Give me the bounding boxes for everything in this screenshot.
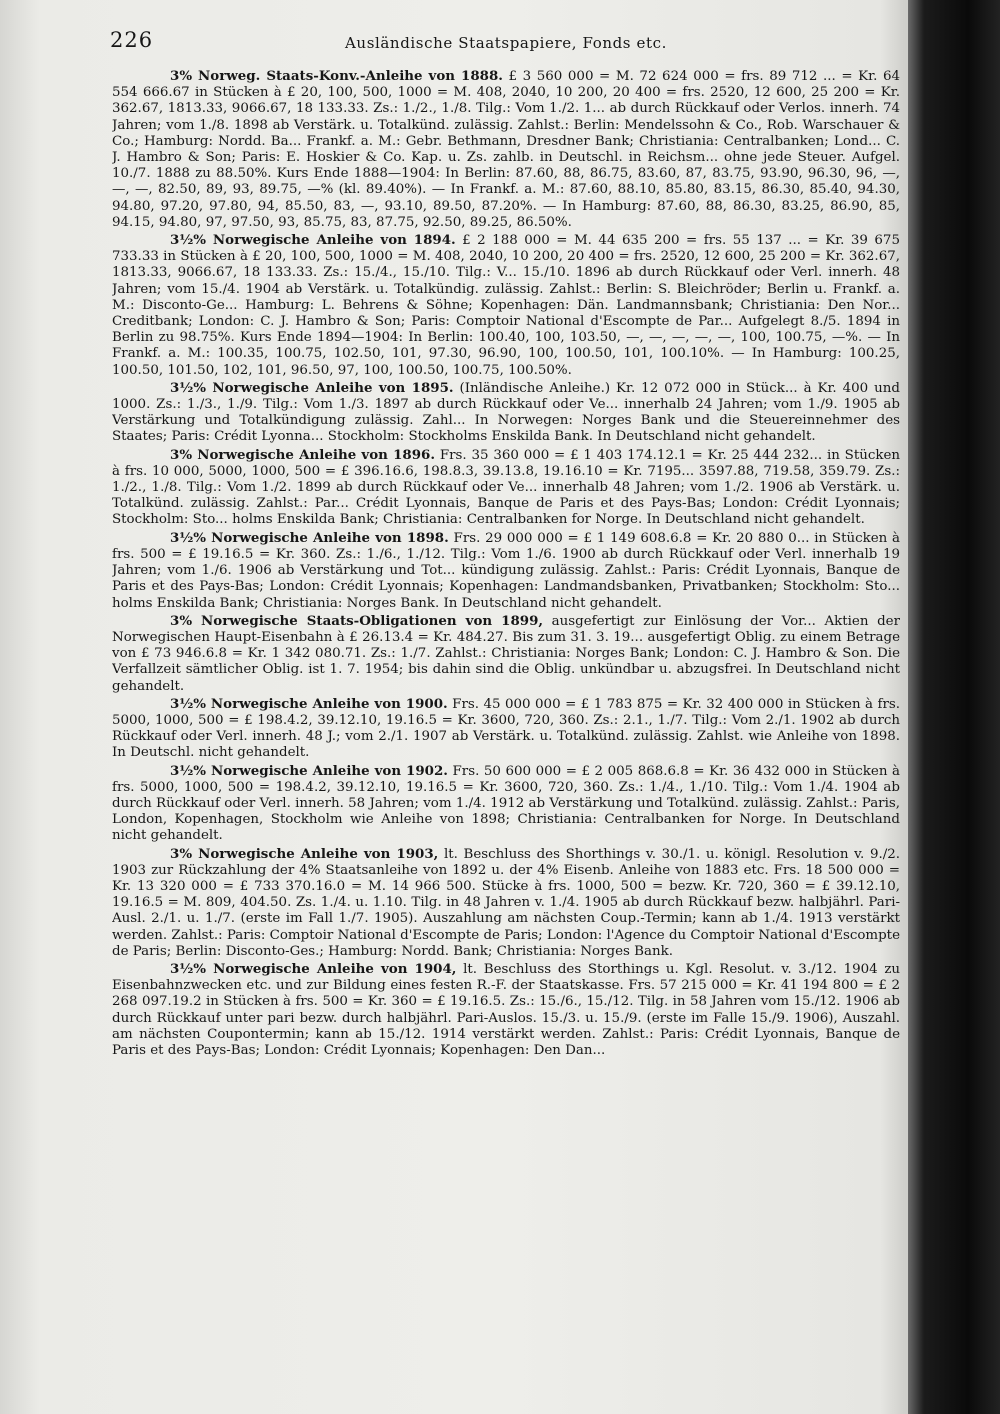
entry-text: £ 3 560 000 = M. 72 624 000 = frs. 89 712 ... = Kr. 64 554 666.67 in Stücken à £ 20, 100, 500, 1000 = M. 408, 2040, 10 200, 20 400 = frs. 2520, 12 600, 25 200 = Kr. 362.67, 1813.33, 9066.67, 18 133.33. Zs.: 1./2., 1./8. Tilg.: Vom 1./2. 1... ab durch Rückkauf oder Verlos. innerh. 74 Jahren; vom 1./8. 1898 ab Verstärk. u. Totalkünd. zulässig. Zahlst.: Berlin: Mendelssohn & Co., Rob. Warschauer & Co.; Hamburg: Nordd. Ba... Frankf. a. M.: Gebr. Bethmann, Dresdner Bank; Christiania: Centralbanken; Lond... C. J. Hambro & Son; Paris: E. Hoskier & Co. Kap. u. Zs. zahlb. in Deutschl. in Reichsm... ohne jede Steuer. Aufgel. 10./7. 1888 zu 88.50%. Kurs Ende 1888—1904: In Berlin: 87.60, 88, 86.75, 83.60, 87, 83.75, 93.90, 96.30, 96, —, —, —, 82.50, 89, 93, 89.75, —% (kl. 89.40%). — In Frankf. a. M.: 87.60, 88.10, 85.80, 83.15, 86.30, 85.40, 94.30, 94.80, 97.20, 97.80, 94, 85.50, 83, —, 93.10, 89.50, 87.20%. — In Hamburg: 87.60, 88, 86.30, 83.25, 86.90, 85, 94.15, 94.80, 97, 97.50, 93, 85.75, 83, 87.75, 92.50, 89.25, 86.50%. <box>112 69 900 230</box>
page-body <box>112 68 900 1408</box>
entry-1900 <box>112 696 900 762</box>
entry-title: 3% Norwegische Anleihe von 1903, <box>170 845 439 862</box>
entry-text: lt. Beschluss des Shorthings v. 30./1. u. königl. Resolution v. 9./2. 1903 zur Rückzahlung der 4% Staatsanleihe von 1892 u. der 4% Eisenb. Anleihe von 1883 etc. Frs. 18 500 000 = Kr. 13 320 000 = £ 733 370.16.0 = M. 14 966 500. Stücke à frs. 1000, 500 = bezw. Kr. 720, 360 = £ 39.12.10, 19.16.5 = M. 809, 404.50. Zs. 1./4. u. 1.10. Tilg. in 48 Jahren v. 1./4. 1905 ab durch Rückkauf bezw. halbjährl. Pari-Ausl. 2./1. u. 1./7. (erste im Fall 1./7. 1905). Auszahlung am nächsten Coup.-Termin; kann ab 1./4. 1913 verstärkt werden. Zahlst.: Paris: Comptoir National d'Escompte de Paris; London: l'Agence du Comptoir National d'Escompte de Paris; Berlin: Disconto-Ges.; Hamburg: Nordd. Bank; Christiania: Norges Bank. <box>112 846 900 959</box>
book-spine-shadow <box>908 0 1000 1414</box>
entry-title: 3½% Norwegische Anleihe von 1898. <box>170 529 449 546</box>
entry-text: (Inländische Anleihe.) Kr. 12 072 000 in Stück... à Kr. 400 und 1000. Zs.: 1./3., 1./9. Tilg.: Vom 1./3. 1897 ab durch Rückkauf oder Ve... innerhalb 24 Jahren; vom 1./9. 1905 ab Verstärkung und Totalkündigung zulässig. Zahl... In Norwegen: Norges Bank und die Steuereinnehmer des Staates; Paris: Crédit Lyonna... Stockholm: Stockholms Enskilda Bank. In Deutschland nicht gehandelt. <box>112 380 900 445</box>
entry-title: 3% Norwegische Staats-Obligationen von 1899, <box>170 612 544 629</box>
page-number: 226 <box>110 28 154 52</box>
entry-title: 3½% Norwegische Anleihe von 1894. <box>170 232 456 249</box>
entry-title: 3½% Norwegische Anleihe von 1904, <box>170 960 457 977</box>
entry-text: lt. Beschluss des Storthings u. Kgl. Resolut. v. 3./12. 1904 zu Eisenbahnzwecken etc. und zur Bildung eines festen R.-F. der Staatskasse. Frs. 57 215 000 = Kr. 41 194 800 = £ 2 268 097.19.2 in Stücken à frs. 500 = Kr. 360 = £ 19.16.5. Zs.: 15./6., 15./12. Tilg. in 58 Jahren vom 15./12. 1906 ab durch Rückkauf unter pari bezw. durch halbjährl. Pari-Auslos. 15./3. u. 15./9. (erste im Falle 15./9. 1906), Auszahl. am nächsten Coupontermin; kann ab 15./12. 1914 verstärkt werden. Zahlst.: Paris: Crédit Lyonnais, Banque de Paris et des Pays-Bas; London: Crédit Lyonnais; Kopenhagen: Den Dan... <box>112 961 900 1058</box>
entry-1903 <box>112 846 900 960</box>
entry-1902 <box>112 763 900 845</box>
entry-1899 <box>112 613 900 695</box>
entry-1904 <box>112 961 900 1059</box>
entry-text: Frs. 50 600 000 = £ 2 005 868.6.8 = Kr. 36 432 000 in Stücken à frs. 5000, 1000, 500 = 198.4.2, 39.12.10, 19.16.5 = Kr. 3600, 720, 360. Zs.: 1./4., 1./10. Tilg.: Vom 1./4. 1904 ab durch Rückkauf oder Verl. innerh. 58 Jahren; vom 1./4. 1912 ab Verstärkung und Totalkünd. zulässig. Zahlst.: Paris, London, Kopenhagen, Stockholm wie Anleihe von 1898; Christiania: Centralbanken for Norge. In Deutschland nicht gehandelt. <box>112 763 900 844</box>
entry-text: £ 2 188 000 = M. 44 635 200 = frs. 55 137 ... = Kr. 39 675 733.33 in Stücken à £ 20, 100, 500, 1000 = M. 408, 2040, 10 200, 20 400 = frs. 2520, 12 600, 25 200 = Kr. 362.67, 1813.33, 9066.67, 18 133.33. Zs.: 15./4., 15./10. Tilg.: V... 15./10. 1896 ab durch Rückkauf oder Verl. innerh. 48 Jahren; vom 15./4. 1904 ab Verstärk. u. Totalkündig. zulässig. Zahlst.: Berlin: S. Bleichröder; Berlin u. Frankf. a. M.: Disconto-Ge... Hamburg: L. Behrens & Söhne; Kopenhagen: Dän. Landmannsbank; Christiania: Den Nor... Creditbank; London: C. J. Hambro & Son; Paris: Comptoir National d'Escompte de Par... Aufgelegt 8./5. 1894 in Berlin zu 98.75%. Kurs Ende 1894—1904: In Berlin: 100.40, 100, 103.50, —, —, —, —, —, 100, 100.75, —%. — In Frankf. a. M.: 100.35, 100.75, 102.50, 101, 97.30, 96.90, 100, 100.50, 101, 100.10%. — In Hamburg: 100.25, 100.50, 101.50, 102, 101, 96.50, 97, 100, 100.50, 100.75, 100.50%. <box>112 233 900 378</box>
entry-title: 3½% Norwegische Anleihe von 1900. <box>170 695 448 712</box>
entry-text: Frs. 29 000 000 = £ 1 149 608.6.8 = Kr. 20 880 0... in Stücken à frs. 500 = £ 19.16.5 = Kr. 360. Zs.: 1./6., 1./12. Tilg.: Vom 1./6. 1900 ab durch Rückkauf oder Verl. innerhalb 19 Jahren; vom 1./6. 1906 ab Verstärkung und Tot... kündigung zulässig. Zahlst.: Paris: Crédit Lyonnais, Banque de Paris et des Pays-Bas; London: Crédit Lyonnais; Kopenhagen: Landmandsbanken, Privatbanken; Stockholm: Sto... holms Enskilda Bank; Christiania: Norges Bank. In Deutschland nicht gehandelt. <box>112 530 900 611</box>
entry-text: Frs. 35 360 000 = £ 1 403 174.12.1 = Kr. 25 444 232... in Stücken à frs. 10 000, 5000, 1000, 500 = £ 396.16.6, 198.8.3, 39.13.8, 19.16.10 = Kr. 7195... 3597.88, 719.58, 359.79. Zs.: 1./2., 1./8. Tilg.: Vom 1./2. 1899 ab durch Rückkauf oder Ve... innerhalb 48 Jahren; vom 1./2. 1906 ab Verstärk. u. Totalkünd. zulässig. Zahlst.: Par... Crédit Lyonnais, Banque de Paris et des Pays-Bas; London: Crédit Lyonnais; Stockholm: Sto... holms Enskilda Bank; Christiania: Centralbanken for Norge. In Deutschland nicht gehandelt. <box>112 447 900 528</box>
entry-text: Frs. 45 000 000 = £ 1 783 875 = Kr. 32 400 000 in Stücken à frs. 5000, 1000, 500 = £ 198.4.2, 39.12.10, 19.16.5 = Kr. 3600, 720, 360. Zs.: 2.1., 1./7. Tilg.: Vom 2./1. 1902 ab durch Rückkauf oder Verl. innerh. 48 J.; vom 2./1. 1907 ab Verstärk. u. Totalkünd. zulässig. Zahlst. wie Anleihe von 1898. In Deutschl. nicht gehandelt. <box>112 696 900 761</box>
entry-title: 3% Norweg. Staats-Konv.-Anleihe von 1888. <box>170 68 503 84</box>
entry-title: 3% Norwegische Anleihe von 1896. <box>170 446 436 463</box>
entry-1894 <box>112 232 900 379</box>
entry-1895 <box>112 380 900 446</box>
running-head: Ausländische Staatspapiere, Fonds etc. <box>345 34 667 52</box>
entry-text: ausgefertigt zur Einlösung der Vor... Aktien der Norwegischen Haupt-Eisenbahn à £ 26.13.4 = Kr. 484.27. Bis zum 31. 3. 19... ausgefertigt Oblig. zu einem Betrage von £ 73 946.6.8 = Kr. 1 342 080.71. Zs.: 1./7. Zahlst.: Christiania: Norges Bank; London: C. J. Hambro & Son. Die Verfallzeit sämtlicher Oblig. ist 1. 7. 1954; bis dahin sind die Oblig. unkündbar u. abzugsfrei. In Deutschland nicht gehandelt. <box>112 613 900 694</box>
entry-1888 <box>112 68 900 231</box>
entry-1898 <box>112 530 900 612</box>
entry-title: 3½% Norwegische Anleihe von 1895. <box>170 379 454 396</box>
entry-1896 <box>112 447 900 529</box>
entry-title: 3½% Norwegische Anleihe von 1902. <box>170 762 448 779</box>
